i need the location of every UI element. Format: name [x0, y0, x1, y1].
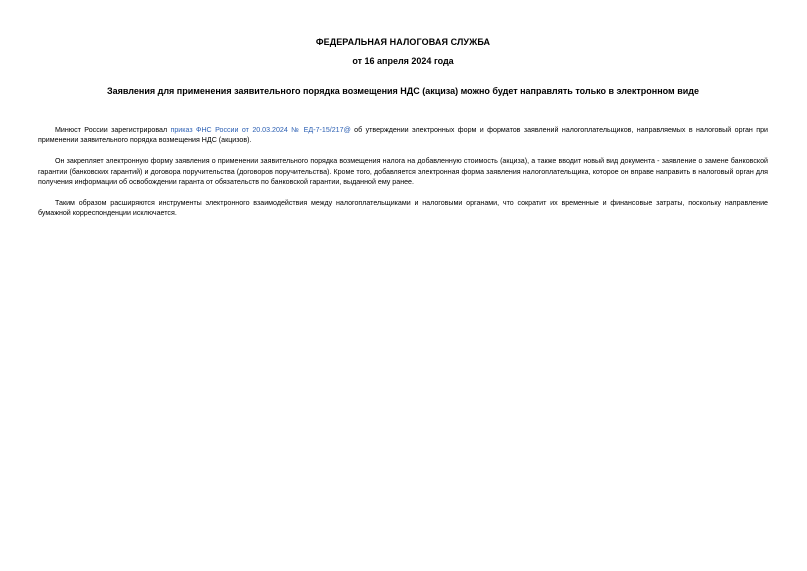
document-body — [38, 125, 768, 229]
paragraph-1-intro: Минюст России зарегистрировал — [55, 126, 171, 134]
document-headline: Заявления для применения заявительного порядка возмещения НДС (акциза) можно будет направлять только в электронном виде — [106, 86, 699, 96]
paragraph-3: Таким образом расширяются инструменты электронного взаимодействия между налогоплательщиками и налоговыми органами, что сократит их временные и финансовые затраты, поскольку направление бумажной корреспонденции исключается. — [38, 199, 768, 218]
document-date: от 16 апреля 2024 года — [352, 56, 454, 66]
paragraph-2: Он закрепляет электронную форму заявления о применении заявительного порядка возмещения налога на добавленную стоимость (акциза), а также вводит новый вид документа - заявление о замене банковской гарантии (банковских гарантий) и договора поручительства (договоров поручительства). Кроме того, добавляется электронная форма заявления налогоплательщика, которое он вправе направить в налоговый орган для получения информации об освобождении гаранта от обязательств по банковской гарантии, выданной ему ранее. — [38, 157, 768, 186]
paragraph-1 — [38, 125, 768, 145]
order-link[interactable]: приказ ФНС России от 20.03.2024 № ЕД-7-15/217@ — [170, 126, 351, 134]
paragraph-1-rest: об утверждении электронных форм и форматов заявлений налогоплательщиков, направляемых в налоговый орган при применении заявительного порядка возмещения НДС (акцизов). — [38, 126, 768, 145]
agency-name: ФЕДЕРАЛЬНАЯ НАЛОГОВАЯ СЛУЖБА — [315, 37, 491, 47]
